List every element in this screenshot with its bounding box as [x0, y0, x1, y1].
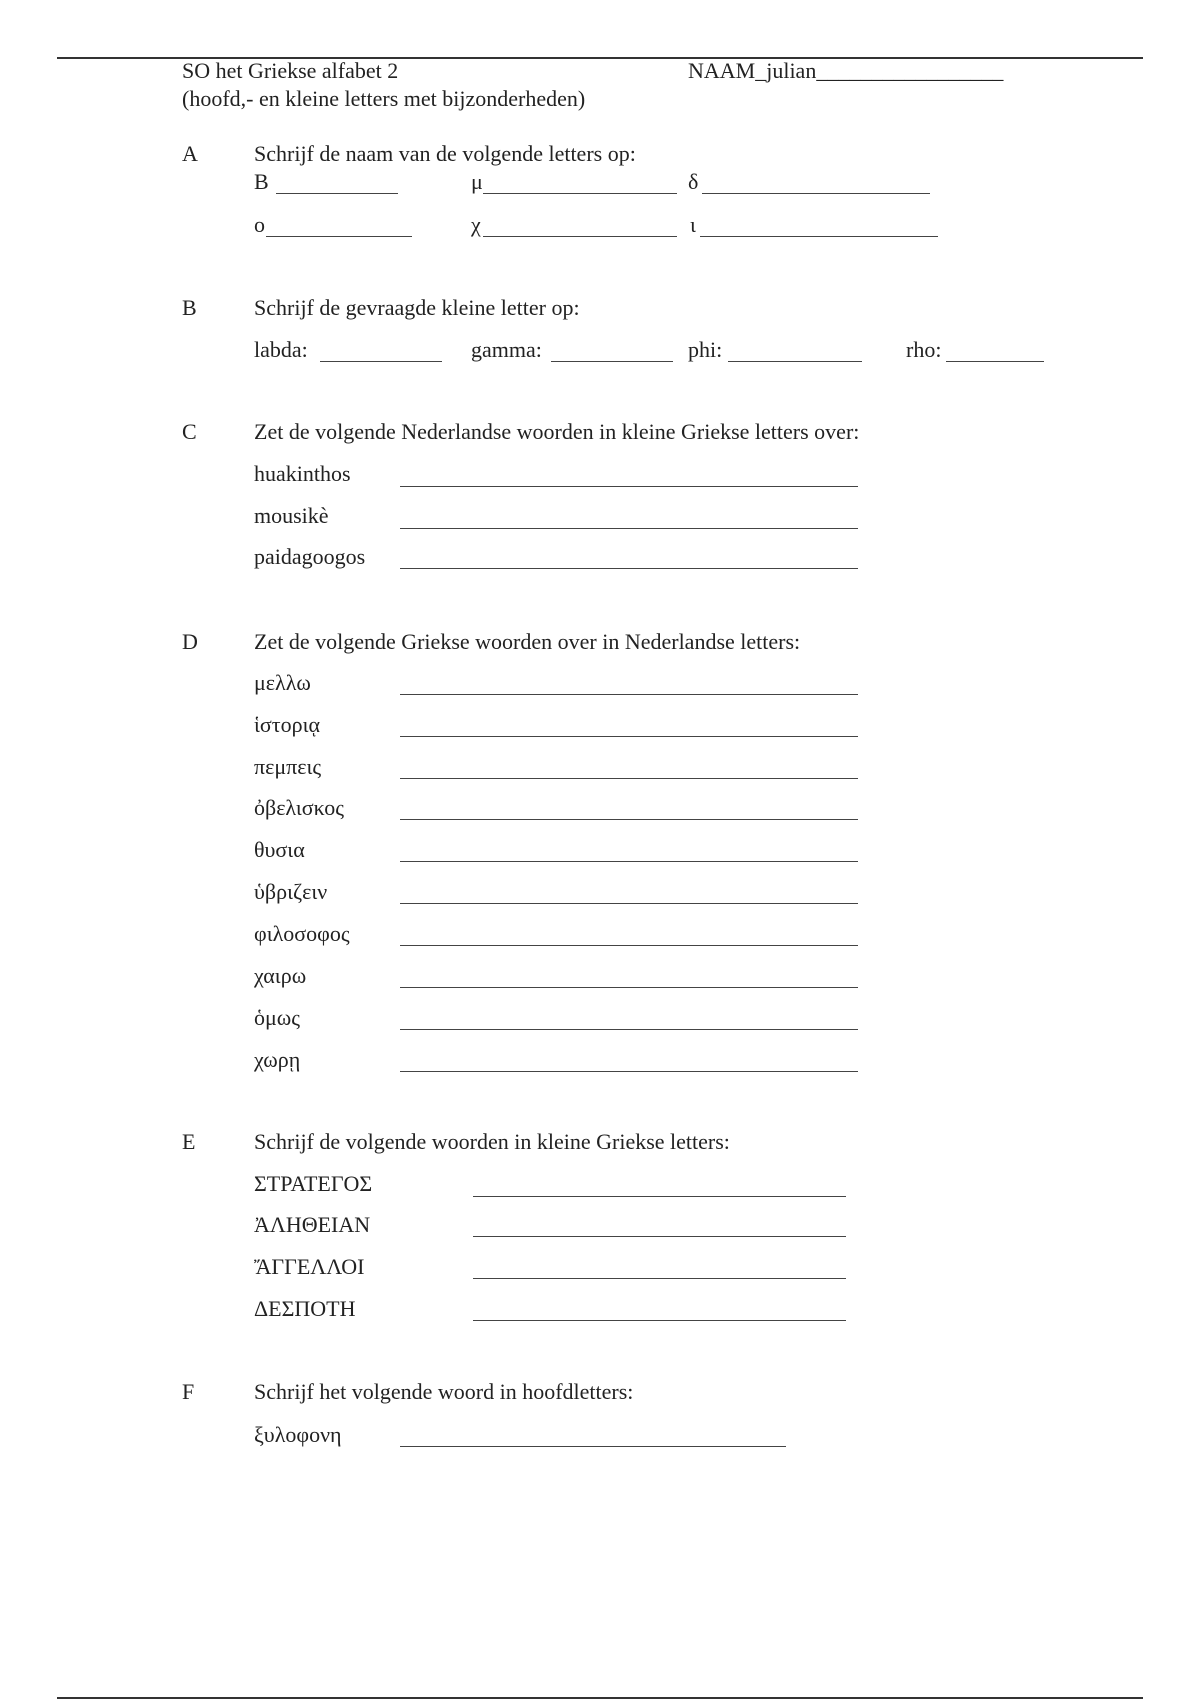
section-a-letter: A — [182, 141, 198, 166]
greek-word: πεμπεις — [254, 754, 322, 779]
answer-line[interactable] — [400, 1071, 858, 1072]
answer-line[interactable] — [266, 236, 412, 237]
answer-line[interactable] — [946, 361, 1044, 362]
answer-line[interactable] — [400, 1029, 858, 1030]
letter-name-prompt: gamma: — [471, 337, 542, 362]
letter-prompt: o — [254, 212, 265, 237]
greek-word: θυσια — [254, 837, 305, 862]
section-c-instruction: Zet de volgende Nederlandse woorden in kleine Griekse letters over: — [254, 419, 860, 444]
dutch-word: huakinthos — [254, 461, 351, 486]
section-f-instruction: Schrijf het volgende woord in hoofdletters: — [254, 1379, 634, 1404]
name-field[interactable]: NAAM_julian_________________ — [688, 58, 1004, 83]
letter-name-prompt: labda: — [254, 337, 308, 362]
answer-line[interactable] — [400, 903, 858, 904]
answer-line[interactable] — [276, 193, 398, 194]
answer-line[interactable] — [400, 987, 858, 988]
greek-word: χωρῃ — [254, 1047, 301, 1072]
dutch-word: paidagoogos — [254, 544, 366, 569]
greek-capital-word: ΣΤΡΑΤΕΓΟΣ — [254, 1171, 373, 1196]
greek-word: μελλω — [254, 670, 311, 695]
section-d-letter: D — [182, 629, 198, 654]
answer-line[interactable] — [400, 861, 858, 862]
section-c-letter: C — [182, 419, 197, 444]
answer-line[interactable] — [483, 193, 677, 194]
answer-line[interactable] — [400, 694, 858, 695]
answer-line[interactable] — [702, 193, 930, 194]
answer-line[interactable] — [473, 1196, 846, 1197]
answer-line[interactable] — [320, 361, 442, 362]
letter-name-prompt: rho: — [906, 337, 942, 362]
answer-line[interactable] — [728, 361, 862, 362]
greek-word: ξυλοφονη — [254, 1422, 342, 1447]
letter-prompt: μ — [471, 169, 483, 194]
section-e-instruction: Schrijf de volgende woorden in kleine Griekse letters: — [254, 1129, 730, 1154]
letter-prompt: χ — [471, 212, 481, 237]
answer-line[interactable] — [400, 486, 858, 487]
dutch-word: mousikè — [254, 503, 329, 528]
section-f-letter: F — [182, 1379, 195, 1404]
section-b-instruction: Schrijf de gevraagde kleine letter op: — [254, 295, 580, 320]
letter-name-prompt: phi: — [688, 337, 723, 362]
answer-line[interactable] — [483, 236, 677, 237]
greek-capital-word: ἈΛΗΘΕΙΑΝ — [254, 1212, 371, 1237]
answer-line[interactable] — [400, 528, 858, 529]
page-title: SO het Griekse alfabet 2 — [182, 58, 399, 83]
letter-prompt: ι — [690, 212, 696, 237]
answer-line[interactable] — [400, 945, 858, 946]
answer-line[interactable] — [400, 736, 858, 737]
letter-prompt: B — [254, 169, 269, 194]
answer-line[interactable] — [700, 236, 938, 237]
answer-line[interactable] — [400, 568, 858, 569]
section-e-letter: E — [182, 1129, 196, 1154]
answer-line[interactable] — [400, 819, 858, 820]
greek-word: ὀβελισκος — [254, 795, 344, 820]
answer-line[interactable] — [473, 1320, 846, 1321]
answer-line[interactable] — [551, 361, 673, 362]
page-subtitle: (hoofd,- en kleine letters met bijzonderheden) — [182, 86, 586, 111]
answer-line[interactable] — [473, 1236, 846, 1237]
greek-word: ὁμως — [254, 1005, 300, 1030]
greek-word: χαιρω — [254, 963, 307, 988]
bottom-rule — [57, 1697, 1143, 1699]
section-b-letter: B — [182, 295, 197, 320]
greek-word: φιλοσοφος — [254, 921, 350, 946]
greek-capital-word: ΔΕΣΠΟΤΗ — [254, 1296, 356, 1321]
section-d-instruction: Zet de volgende Griekse woorden over in Nederlandse letters: — [254, 629, 801, 654]
section-a-instruction: Schrijf de naam van de volgende letters op: — [254, 141, 636, 166]
letter-prompt: δ — [688, 169, 699, 194]
greek-word: ὑβριζειν — [254, 879, 328, 904]
greek-word: ἱστοριᾳ — [254, 712, 321, 737]
greek-capital-word: ἌΓΓΕΛΛΟΙ — [254, 1254, 365, 1279]
answer-line[interactable] — [400, 1446, 786, 1447]
answer-line[interactable] — [400, 778, 858, 779]
answer-line[interactable] — [473, 1278, 846, 1279]
